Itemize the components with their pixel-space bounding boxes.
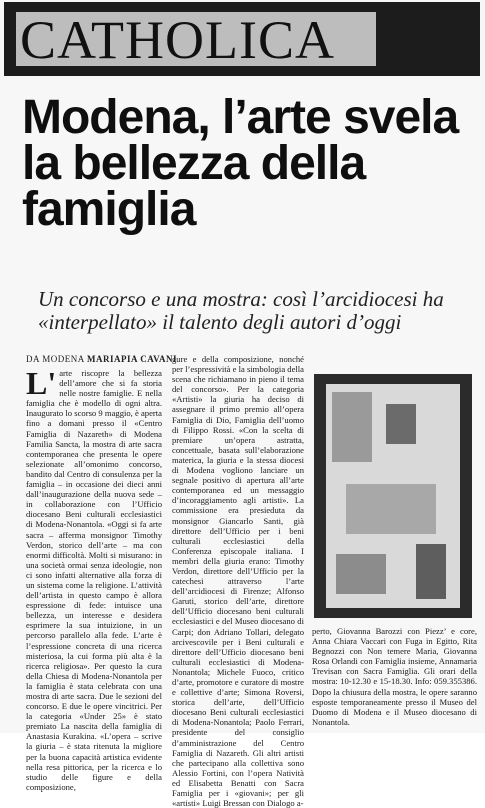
dropcap: L' <box>26 365 57 401</box>
section-title: CATHOLICA <box>20 10 335 70</box>
article-column-1 <box>26 365 162 792</box>
artwork-canvas <box>326 384 460 608</box>
column-1-text: arte riscopre la bellezza dell’amore che si fa storia nelle nostre famiglie. E nella famiglia che è modello di ogni altra. Inaugurato lo scorso 9 maggio, è aperta fino a domani presso il «Centro Famiglia di Nazareth» di Modena Familia Sancta, la mostra di arte sacra contemporanea che presenta le opere selezionate all’omonimo concorso, bandito dal Centro di consulenza per la famiglia – in occasione dei dieci anni dall’inaugurazione della nuova sede – in collaborazione con l’Ufficio diocesano Beni culturali ecclesiastici di Modena-Nonantola. «Oggi si fa arte sacra – afferma monsignor Timothy Verdon, storico dell’arte – ma con enormi difficoltà. Molti si misurano: in una società ormai senza ideologie, non ci sono infatti alternative alla forza di un sistema come la religione. L’attività dell’artista in questo campo è allora espressione di fede: intuisce una bellezza, un interesse e desidera esprimere la sua intuizione, in un percorso parallelo alla fede. L’arte è l’espressione concreta di una ricerca misteriosa, la cui forma più alta è la ricerca religiosa». Per questo la cura della Chiesa di Modena-Nonantola per la famiglia è stata celebrata con una mostra di arte sacra. Due le sezioni del concorso. E due le opere vincitrici. Per la categoria «Under 25» è stato premiato La nascita della famiglia di Anastasia Kurakina. «L’opera – scrive la giuria – è stata ritenuta la migliore per la buona capacità artistica evidente nella resa pittorica, per la ricerca e lo studio delle figure e della composizione, <box>26 368 162 792</box>
article-column-3: perto, Giovanna Barozzi con Piezz’ e core, Anna Chiara Vaccari con Fuga in Egitto, Rita Begnozzi con Non temere Maria, Giovanna Rosa Orlandi con Famiglia insieme, Annamaria Trevisan con Sacra Famiglia. Gli orari della mostra: 10-12.30 e 15-18.30. Info: 059.355386. Dopo la chiusura della mostra, le opere saranno esposte temporaneamente presso il Museo del Duomo di Modena e il Museo diocesano di Nonantola. <box>312 626 477 727</box>
article-column-2: gure e della composizione, nonché per l’espressività e la simbologia della scena che richiamano in pieno il tema del concorso». Per la categoria «Artisti» la giuria ha deciso di assegnare il primo premio all’opera Famiglia di Dio, Famiglia dell’uomo di Filippo Rossi. «Con la scelta di premiare un’opera astratta, concettuale, basata sull’elaborazione materica, la giuria e la stessa diocesi di Modena vogliono lanciare un segnale positivo di apertura all’arte contemporanea ed un messaggio d’incoraggiamento agli artisti». La commissione era presieduta da monsignor Giancarlo Santi, già direttore dell’Ufficio per i beni culturali ecclesiastici della Conferenza episcopale italiana. I membri della giuria erano: Timothy Verdon, direttore dell’Ufficio per la catechesi attraverso l’arte dell’arcidiocesi di Firenze; Alfonso Garuti, storico dell’arte, direttore dell’Ufficio diocesano beni culturali ecclesiastici e del Museo diocesano di Carpi; don Adriano Tollari, delegato arcivescovile per i Beni culturali e direttore dell’Ufficio diocesano beni culturali ecclesiastici di Modena-Nonantola; Michele Fuoco, critico d’arte, promotore e curatore di mostre e collettive d’arte; Simona Roversi, storica dell’arte, dell’Ufficio diocesano Beni culturali ecclesiastici di Modena-Nonantola; Paolo Ferrari, presidente del consiglio d’amministrazione del Centro Famiglia di Nazareth. Gli altri artisti che partecipano alla collettiva sono Alessio Fortini, con l’opera Natività ed Elisabetta Benatti con Sacra Famiglia per i «giovani»; per gli «artisti» Luigi Bressan con Dialogo a- <box>172 354 304 808</box>
byline-prefix: DA MODENA <box>26 354 85 364</box>
article-subtitle: Un concorso e una mostra: così l’arcidiocesi ha «interpellato» il talento degli autori d’oggi <box>38 287 444 334</box>
section-banner <box>4 2 480 76</box>
article-byline <box>26 354 177 364</box>
article-headline: Modena, l’arte svela la bellezza della famiglia <box>22 91 459 236</box>
byline-author: MARIAPIA CAVANI <box>87 354 177 364</box>
artwork-photo <box>314 374 472 618</box>
